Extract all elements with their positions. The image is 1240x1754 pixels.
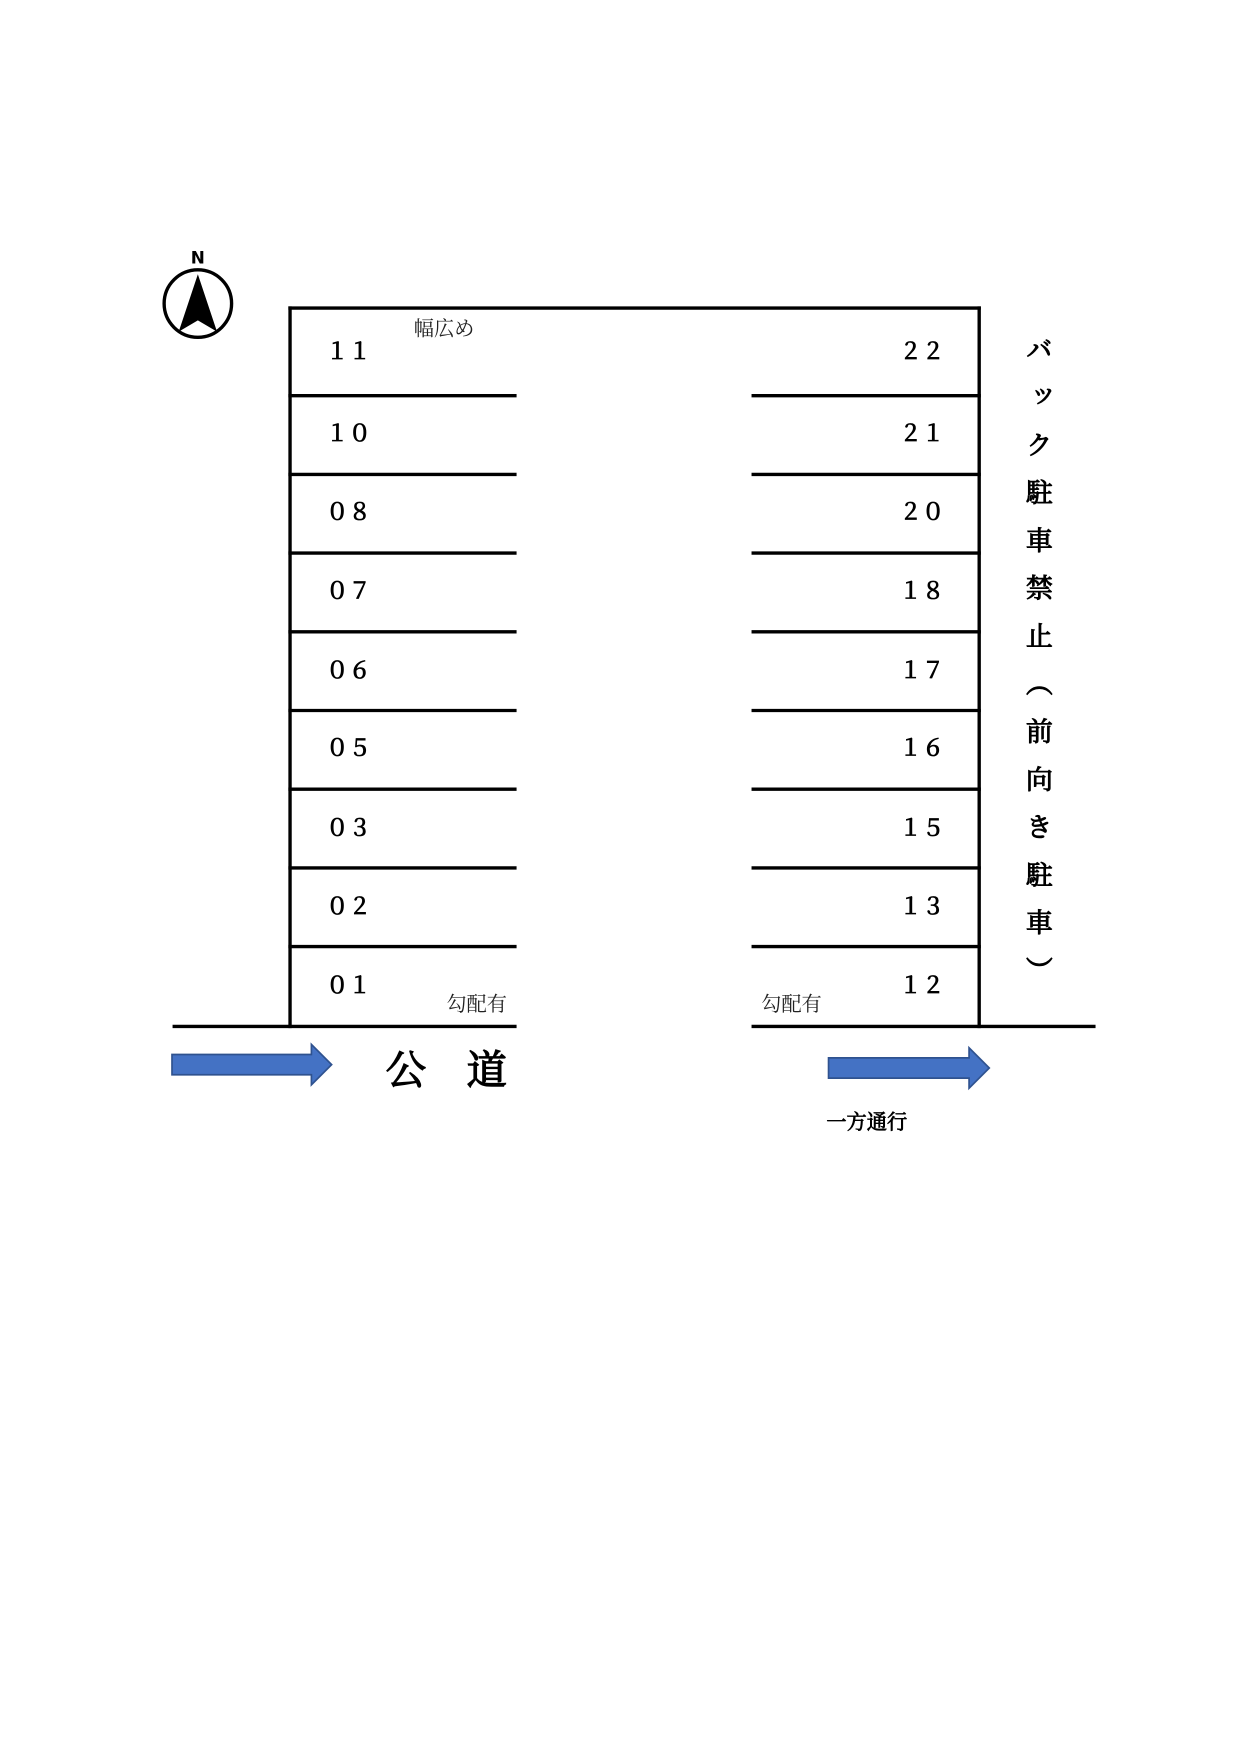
one-way-label: 一方通行: [826, 1109, 908, 1134]
stall-number: １６: [899, 735, 945, 762]
traffic-direction-arrow-icon: [829, 1048, 990, 1088]
compass: [164, 247, 231, 337]
slope-note-right: 勾配有: [761, 991, 822, 1016]
stall-number: ２１: [899, 420, 945, 447]
stall-number: １１: [326, 338, 371, 365]
compass-north-label: N: [190, 247, 205, 268]
wide-stall-note: 幅広め: [413, 316, 475, 341]
public-road-label: 公 道: [385, 1046, 508, 1095]
stall-number: ０５: [326, 735, 371, 762]
stall-number: １８: [899, 578, 945, 605]
traffic-direction-arrow-icon: [172, 1044, 332, 1084]
north-arrow-icon: [164, 270, 231, 337]
stall-number: １７: [899, 658, 945, 685]
stall-number: １０: [326, 420, 371, 447]
stall-number: ０１: [326, 972, 371, 999]
stall-number: ０３: [326, 815, 371, 842]
slope-note-left: 勾配有: [446, 991, 508, 1016]
stall-number: ０８: [326, 499, 371, 526]
left-stall-numbers: [326, 339, 371, 999]
left-stall-dividers: [290, 396, 515, 947]
stall-number: １２: [899, 972, 945, 999]
stall-number: ２２: [899, 338, 945, 365]
stall-number: １３: [899, 894, 945, 921]
right-stall-dividers: [753, 396, 979, 947]
stall-number: ２０: [899, 499, 945, 526]
stall-number: １５: [899, 815, 945, 842]
stall-number: ０７: [326, 578, 371, 605]
no-reverse-parking-notice: バック駐車禁止（前向き駐車）: [1020, 335, 1053, 1004]
lot-boundary: [290, 308, 979, 1026]
right-stall-numbers: [899, 339, 944, 999]
stall-number: ０６: [326, 658, 371, 685]
stall-number: ０２: [326, 894, 371, 921]
